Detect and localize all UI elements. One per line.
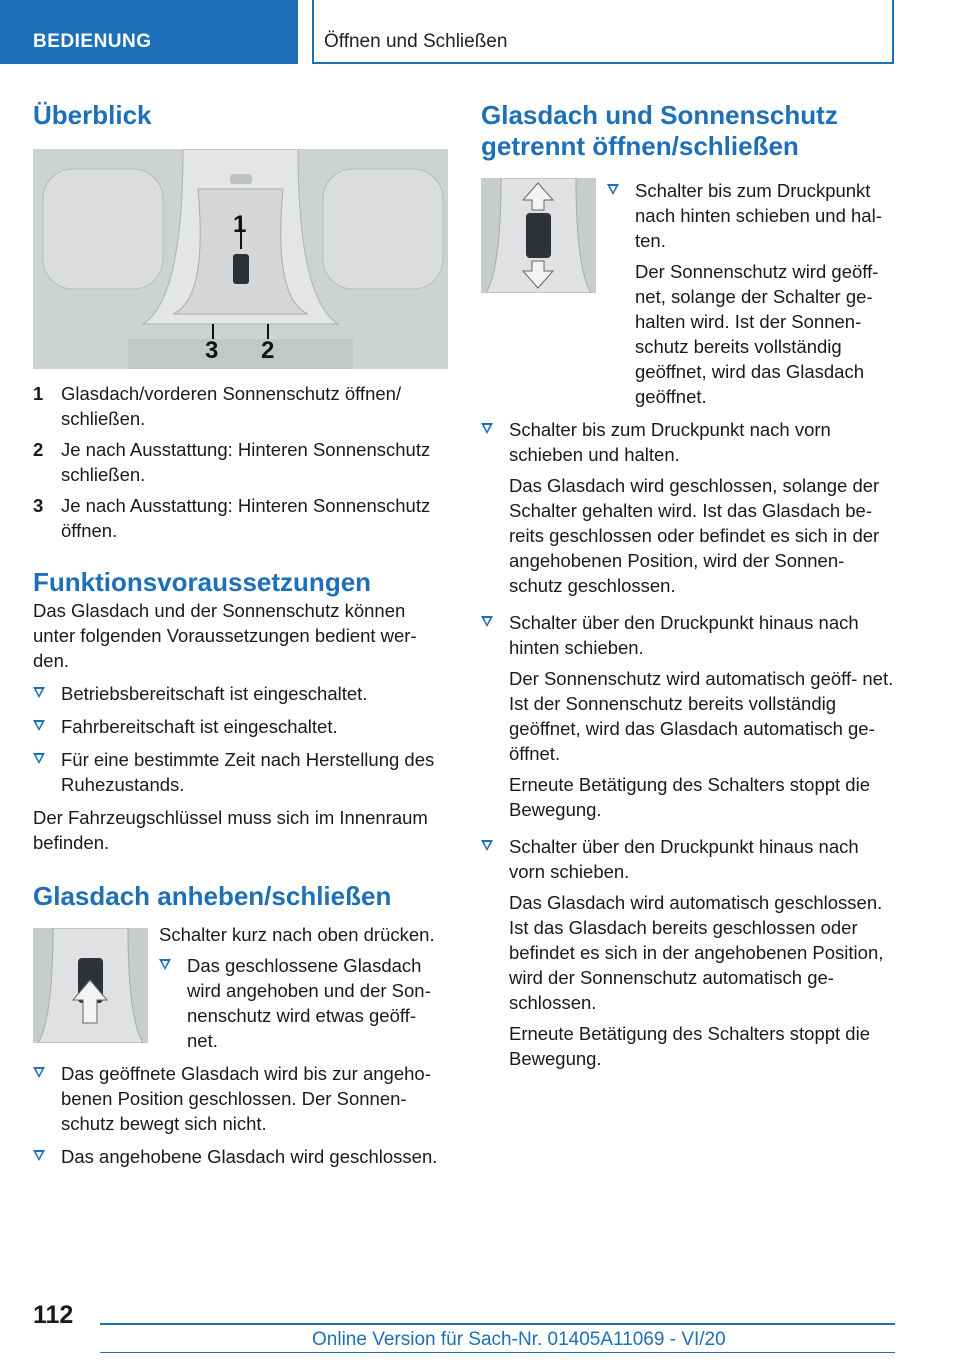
list-item-text: Fahrbereitschaft ist eingeschaltet. [61,716,338,737]
legend-number: 1 [33,383,44,404]
chapter-tab [312,0,894,64]
list-item [607,178,897,409]
list-item-text: Schalter bis zum Druckpunkt nach hinten schieben und hal‐ ten. [635,180,882,251]
separate-heading: Glasdach und Sonnenschutz getrennt öffnen/schließen [481,100,838,161]
switch-slide-drawing [481,178,596,293]
requirements-list [33,681,448,797]
steps-list [481,417,897,1071]
list-item-text: Das angehobene Glasdach wird geschlossen. [61,1146,438,1167]
triangle-bullet-icon [607,184,619,195]
list-item-detail: Erneute Betätigung des Schalters stoppt die Bewegung. [509,774,870,820]
first-step-list [607,178,897,409]
overview-legend [33,381,448,543]
left-column [33,100,448,1177]
list-item [33,1061,448,1136]
switch-up-drawing [33,928,148,1043]
list-item [481,610,897,822]
chapter-label: Öffnen und Schließen [324,31,508,52]
raise-list-inline [159,953,448,1053]
legend-item [33,381,448,431]
section-label: BEDIENUNG [33,31,152,52]
list-item [481,417,897,598]
list-item-detail: Das Glasdach wird automatisch geschlossen. Ist das Glasdach bereits geschlossen oder befindet es sich in der angehobenen Position, wird der Sonnenschutz automatisch ge‐ schlossen. [509,892,884,1013]
legend-number: 2 [33,439,44,460]
page-number: 112 [33,1301,74,1329]
triangle-bullet-icon [33,687,45,698]
legend-text: Glasdach/vorderen Sonnenschutz öffnen/ schließen. [61,383,402,429]
legend-item [33,493,448,543]
raise-list [33,1061,448,1169]
switch-slide-illustration [481,178,596,293]
triangle-bullet-icon [33,1067,45,1078]
list-item-text: Betriebsbereitschaft ist eingeschaltet. [61,683,368,704]
switch-up-illustration [33,928,148,1043]
overview-illustration [33,149,448,369]
list-item-detail: Das Glasdach wird geschlossen, solange der Schalter gehalten wird. Ist das Glasdach be‐ reits geschlossen oder befindet es sich in der angehobenen Position, wird der Sonnen‐ schutz geschlossen. [509,475,880,596]
list-item [481,834,897,1071]
legend-text: Je nach Ausstattung: Hinteren Sonnenschutz öffnen. [61,495,431,541]
triangle-bullet-icon [33,753,45,764]
triangle-bullet-icon [33,1150,45,1161]
triangle-bullet-icon [481,423,493,434]
requirements-intro: Das Glasdach und der Sonnenschutz können unter folgenden Voraussetzungen bedient wer‐ den. [33,600,417,671]
overview-heading: Überblick [33,100,152,130]
list-item-detail: Der Sonnenschutz wird geöff‐ net, solange der Schalter ge‐ halten wird. Ist der Sonnen‐ schutz bereits vollständig geöffnet, wird das Glasdach geöffnet. [635,261,879,407]
footer-rule [100,1323,895,1325]
list-item-detail: Der Sonnenschutz wird automatisch geöff‐ net. Ist der Sonnenschutz bereits vollständig geöffnet, wird das Glasdach automatisch ge‐ öffnet. [509,668,894,764]
legend-number: 3 [33,495,44,516]
roof-console-drawing [33,149,448,369]
list-item [33,681,448,706]
page-header [0,0,960,66]
triangle-bullet-icon [33,720,45,731]
raise-heading: Glasdach anheben/schließen [33,881,392,911]
legend-item [33,437,448,487]
triangle-bullet-icon [481,840,493,851]
raise-intro: Schalter kurz nach oben drücken. [159,924,435,945]
triangle-bullet-icon [481,616,493,627]
first-step-block [481,178,897,409]
list-item-text: Schalter über den Druckpunkt hinaus nach hinten schieben. [509,612,859,658]
list-item-text: Für eine bestimmte Zeit nach Herstellung des Ruhezustands. [61,749,435,795]
footer-version-text: Online Version für Sach-Nr. 01405A11069 - VI/20 [312,1329,726,1350]
list-item [33,747,448,797]
callout-3: 3 [205,337,219,364]
list-item-text: Das geschlossene Glasdach wird angehoben und der Son‐ nenschutz wird etwas geöff‐ net. [187,955,431,1051]
callout-2: 2 [261,337,275,364]
triangle-bullet-icon [159,959,171,970]
list-item-detail: Erneute Betätigung des Schalters stoppt die Bewegung. [509,1023,870,1069]
raise-block [33,922,448,1053]
list-item-text: Schalter bis zum Druckpunkt nach vorn schieben und halten. [509,419,831,465]
requirements-outro: Der Fahrzeugschlüssel muss sich im Innenraum befinden. [33,807,428,853]
list-item [159,953,448,1053]
list-item-text: Das geöffnete Glasdach wird bis zur angeho‐ benen Position geschlossen. Der Sonnen‐ schutz bewegt sich nicht. [61,1063,431,1134]
legend-text: Je nach Ausstattung: Hinteren Sonnenschutz schließen. [61,439,431,485]
section-tab [0,0,298,64]
list-item-text: Schalter über den Druckpunkt hinaus nach vorn schieben. [509,836,859,882]
page-footer [0,1295,960,1362]
footer-rule-bottom [100,1352,895,1353]
list-item [33,714,448,739]
callout-1: 1 [233,211,247,238]
list-item [33,1144,448,1169]
requirements-heading: Funktionsvoraussetzungen [33,567,372,597]
right-column [481,100,897,1079]
